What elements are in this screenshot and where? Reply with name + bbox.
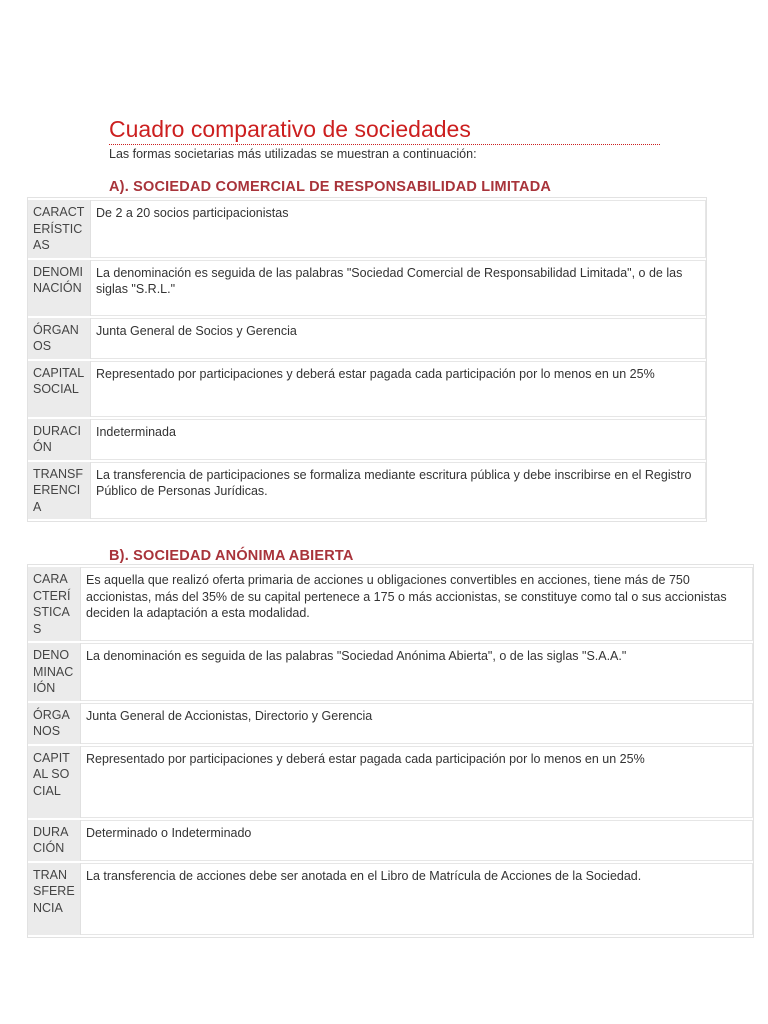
row-value: Representado por participaciones y deberá estar pagada cada participación por lo menos en un 25% <box>91 361 706 417</box>
row-value: Representado por participaciones y deberá estar pagada cada participación por lo menos en un 25% <box>81 746 753 818</box>
row-value: La denominación es seguida de las palabras "Sociedad Anónima Abierta", o de las siglas "S.A.A." <box>81 643 753 701</box>
row-value: La denominación es seguida de las palabras "Sociedad Comercial de Responsabilidad Limitada", o de las siglas "S.R.L." <box>91 260 706 316</box>
row-label: DURACIÓN <box>28 820 81 861</box>
table-row <box>28 462 706 520</box>
row-label: CARACTERÍSTICAS <box>28 567 81 641</box>
page-title: Cuadro comparativo de sociedades <box>109 115 660 145</box>
row-value: De 2 a 20 socios participacionistas <box>91 200 706 258</box>
table-row <box>28 643 753 701</box>
table-row <box>28 567 753 641</box>
section-b-table <box>27 564 754 938</box>
row-value: Determinado o Indeterminado <box>81 820 753 861</box>
row-label: DURACIÓN <box>28 419 91 460</box>
row-value: Es aquella que realizó oferta primaria de acciones u obligaciones convertibles en acciones, tiene más de 750 accionistas, más del 35% de su capital pertenece a 175 o más accionistas, se constituye como tal o sus accionistas deciden la adaptación a esta modalidad. <box>81 567 753 641</box>
section-b-heading: B). SOCIEDAD ANÓNIMA ABIERTA <box>109 548 354 564</box>
row-label: CARACTERÍSTICAS <box>28 200 91 258</box>
intro-text: Las formas societarias más utilizadas se muestran a continuación: <box>109 147 477 161</box>
row-label: ÓRGANOS <box>28 703 81 744</box>
table-row <box>28 200 706 258</box>
section-a-heading: A). SOCIEDAD COMERCIAL DE RESPONSABILIDAD LIMITADA <box>109 179 552 195</box>
table-row <box>28 820 753 861</box>
row-label: CAPITAL SOCIAL <box>28 746 81 818</box>
table-row <box>28 703 753 744</box>
row-label: TRANSFERENCIA <box>28 863 81 935</box>
table-row <box>28 260 706 316</box>
table-row <box>28 863 753 935</box>
table-row <box>28 361 706 417</box>
row-value: La transferencia de acciones debe ser anotada en el Libro de Matrícula de Acciones de la Sociedad. <box>81 863 753 935</box>
row-label: CAPITAL SOCIAL <box>28 361 91 417</box>
table-row <box>28 419 706 460</box>
row-label: ÓRGANOS <box>28 318 91 359</box>
row-value: La transferencia de participaciones se formaliza mediante escritura pública y debe inscribirse en el Registro Público de Personas Jurídicas. <box>91 462 706 520</box>
row-label: DENOMINACIÓN <box>28 643 81 701</box>
row-value: Junta General de Socios y Gerencia <box>91 318 706 359</box>
row-label: DENOMINACIÓN <box>28 260 91 316</box>
row-value: Junta General de Accionistas, Directorio y Gerencia <box>81 703 753 744</box>
row-value: Indeterminada <box>91 419 706 460</box>
table-row <box>28 318 706 359</box>
section-a-table <box>27 197 707 522</box>
table-row <box>28 746 753 818</box>
row-label: TRANSFERENCIA <box>28 462 91 520</box>
